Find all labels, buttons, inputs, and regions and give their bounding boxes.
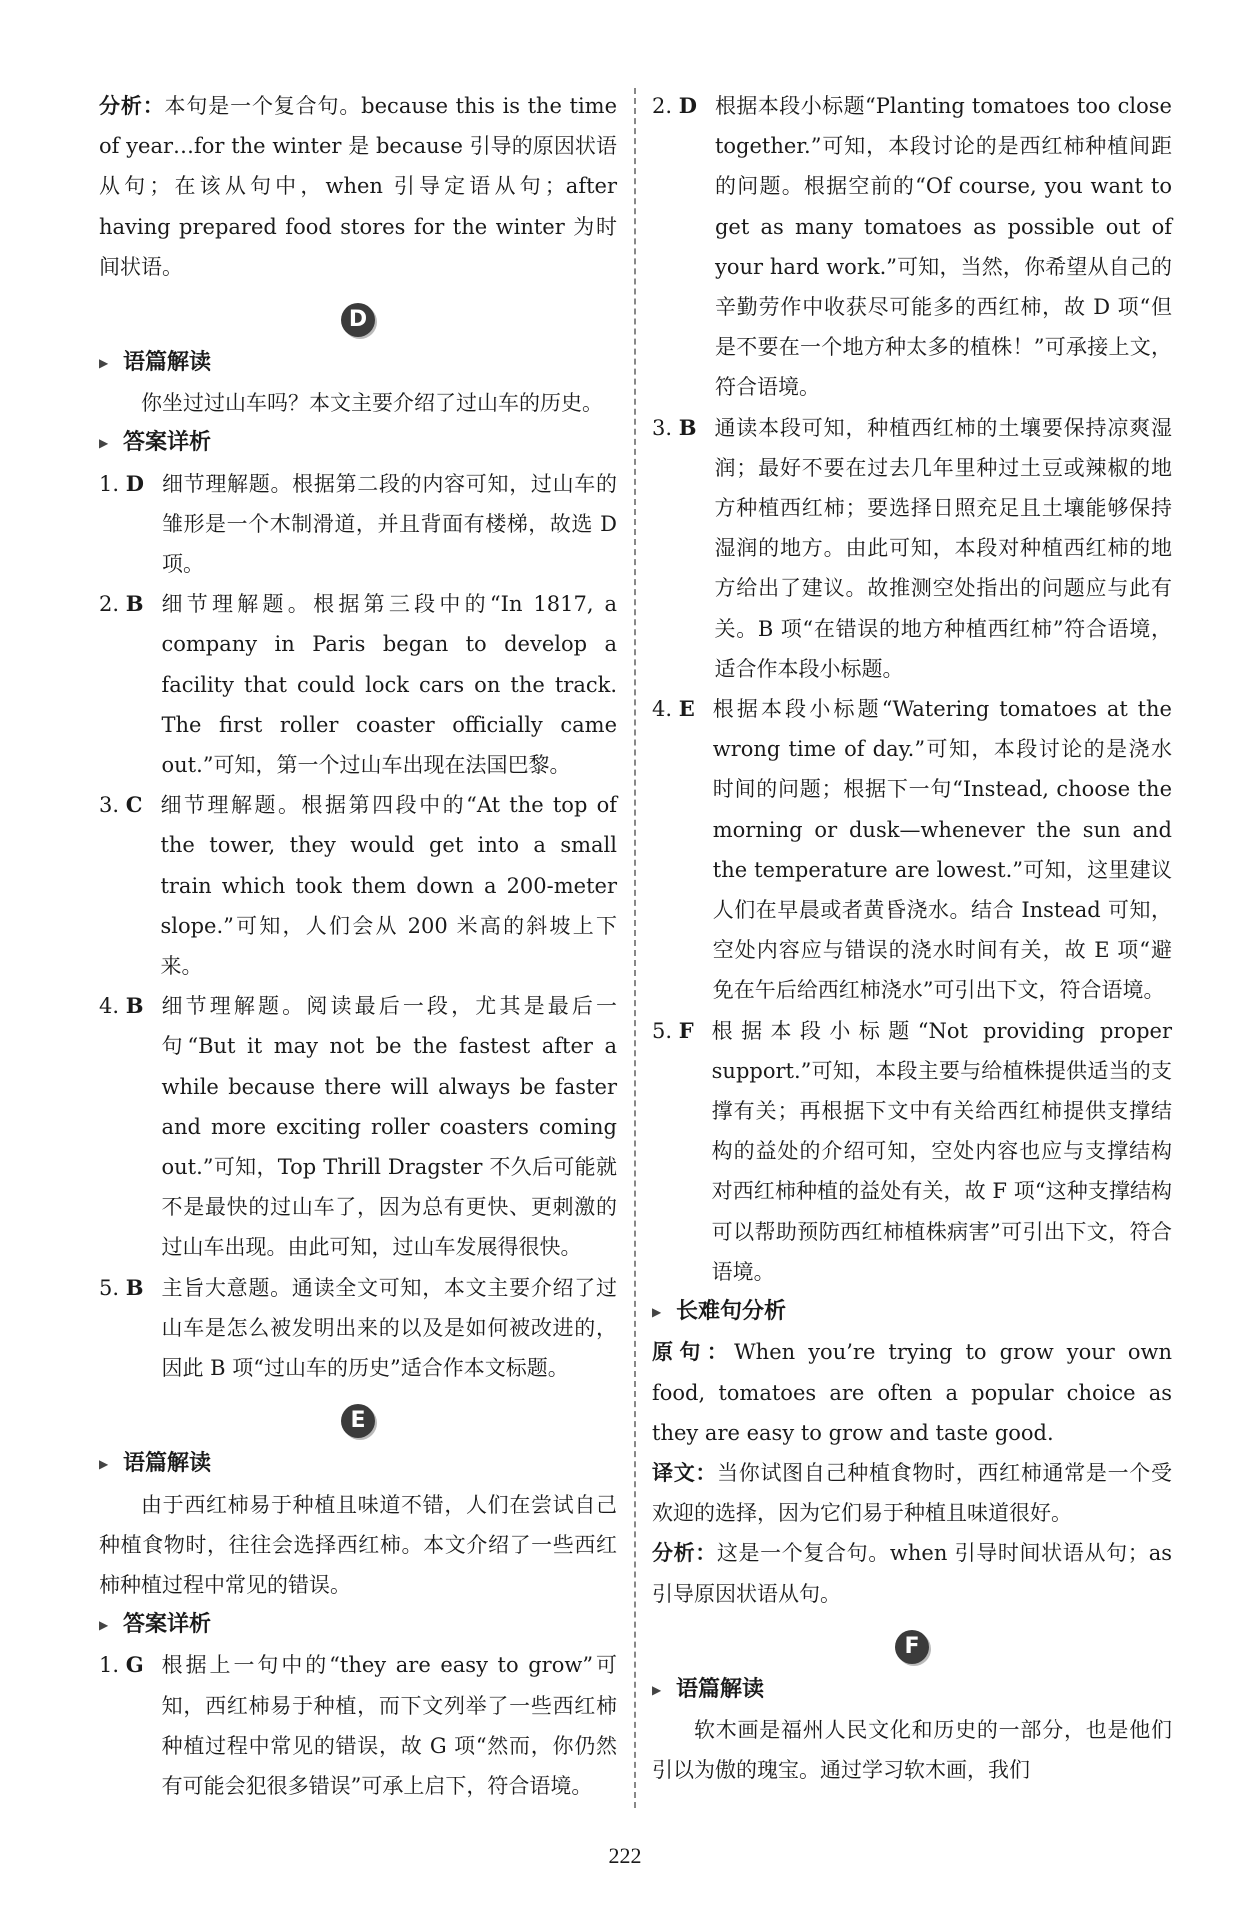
- intro-analysis: 分析：本句是一个复合句。because this is the time of year…for the winter 是 because 引导的原因状语从句；在该从句中，when 引导定语从句；after having prepared food stores for the winter 为时间状语。: [99, 94, 617, 279]
- passage-e-reading-text: 由于西红柿易于种植且味道不错，人们在尝试自己种植食物时，往往会选择西红柿。本文介绍了一些西红柿种植过程中常见的错误。: [99, 1492, 617, 1597]
- answer-item: 5. B 主旨大意题。通读全文可知，本文主要介绍了过山车是怎么被发明出来的以及是如何被改进的，因此 B 项“过山车的历史”适合作本文标题。: [99, 1274, 617, 1381]
- passage-d-reading-heading: ▶ 语篇解读: [99, 343, 617, 383]
- answer-item: 1. D 细节理解题。根据第二段的内容可知，过山车的雏形是一个木制滑道，并且背面有楼梯，故选 D 项。: [99, 470, 617, 577]
- long-sentence-translation: 译文：当你试图自己种植食物时，西红柿通常是一个受欢迎的选择，因为它们易于种植且味道很好。: [652, 1460, 1173, 1526]
- triangle-bullet-icon: ▶: [99, 1618, 109, 1633]
- left-column: [99, 86, 617, 1806]
- triangle-bullet-icon: ▶: [99, 436, 109, 451]
- passage-d-badge: D: [99, 287, 617, 343]
- answer-item: 5. F 根据本段小标题“Not providing proper support.”可知，本段主要与给植株提供适当的支撑有关；再根据下文中有关给西红柿提供支撑结构的益处的介绍可知，空处内容也应与支撑结构对西红柿种植的益处有关，故 F 项“这种支撑结构可以帮助预防西红柿植株病害”可引出下文，符合语境。: [652, 1017, 1172, 1284]
- answer-item: 3. C 细节理解题。根据第四段中的“At the top of the tower, they would get into a small train which took them down a 200-meter slope.”可知，人们会从 200 米高的斜坡上下来。: [99, 792, 617, 979]
- long-sentence-analysis: 分析：这是一个复合句。when 引导时间状语从句；as 引导原因状语从句。: [652, 1541, 1172, 1606]
- long-sentence-heading: ▶ 长难句分析: [652, 1292, 1172, 1332]
- passage-e-badge: E: [99, 1388, 617, 1444]
- passage-e-reading-heading: ▶ 语篇解读: [99, 1444, 617, 1484]
- passage-f-reading-text: 软木画是福州人民文化和历史的一部分，也是他们引以为傲的瑰宝。通过学习软木画，我们: [652, 1717, 1172, 1783]
- triangle-bullet-icon: ▶: [652, 1682, 662, 1697]
- answer-item: 4. E 根据本段小标题“Watering tomatoes at the wrong time of day.”可知，本段讨论的是浇水时间的问题；根据下一句“Instead, choose the morning or dusk—whenever the sun and the temperature are lowest.”可知，这里建议人们在早晨或者黄昏浇水。结合 Instead 可知，空处内容应与错误的浇水时间有关，故 E 项“避免在午后给西红柿浇水”可引出下文，符合语境。: [652, 696, 1172, 1003]
- answer-item: 2. B 细节理解题。根据第三段中的“In 1817, a company in Paris began to develop a facility that could lock cars on the track. The first roller coaster officially came out.”可知，第一个过山车出现在法国巴黎。: [99, 591, 617, 778]
- triangle-bullet-icon: ▶: [99, 1457, 109, 1472]
- answer-item: 3. B 通读本段可知，种植西红柿的土壤要保持凉爽湿润；最好不要在过去几年里种过土豆或辣椒的地方种植西红柿；要选择日照充足且土壤能够保持湿润的地方。由此可知，本段对种植西红柿的地方给出了建议。故推测空处指出的问题应与此有关。B 项“在错误的地方种植西红柿”符合语境，适合作本段小标题。: [652, 414, 1172, 681]
- triangle-bullet-icon: ▶: [652, 1305, 662, 1320]
- passage-f-reading-heading: ▶ 语篇解读: [652, 1670, 1172, 1710]
- long-sentence-original: 原句：When you’re trying to grow your own food, tomatoes are often a popular choice as they are easy to grow and taste good.: [652, 1340, 1172, 1445]
- answer-item: 4. B 细节理解题。阅读最后一段，尤其是最后一句“But it may not be the fastest after a while because there will always be faster and more exciting roller coasters coming out.”可知，Top Thrill Dragster 不久后可能就不是最快的过山车了，因为总有更快、更刺激的过山车出现。由此可知，过山车发展得很快。: [99, 993, 617, 1260]
- triangle-bullet-icon: ▶: [99, 356, 109, 371]
- passage-d-answers-heading: ▶ 答案详析: [99, 423, 617, 463]
- passage-d-reading-text: 你坐过过山车吗？本文主要介绍了过山车的历史。: [141, 391, 603, 416]
- passage-f-badge: F: [652, 1614, 1172, 1670]
- right-column: [652, 86, 1172, 1790]
- answer-item: 2. D 根据本段小标题“Planting tomatoes too close together.”可知，本段讨论的是西红柿种植间距的问题。根据空前的“Of course, you want to get as many tomatoes as possible out of your hard work.”可知，当然，你希望从自己的辛勤劳作中收获尽可能多的西红柿，故 D 项“但是不要在一个地方种太多的植株！”可承接上文，符合语境。: [652, 93, 1172, 400]
- answer-item: 1. G 根据上一句中的“they are easy to grow”可知，西红柿易于种植，而下文列举了一些西红柿种植过程中常见的错误，故 G 项“然而，你仍然有可能会犯很多错误”可承上启下，符合语境。: [99, 1652, 617, 1798]
- passage-e-answers-heading: ▶ 答案详析: [99, 1605, 617, 1645]
- page-number: 222: [608, 1843, 642, 1868]
- column-divider: [634, 88, 636, 1808]
